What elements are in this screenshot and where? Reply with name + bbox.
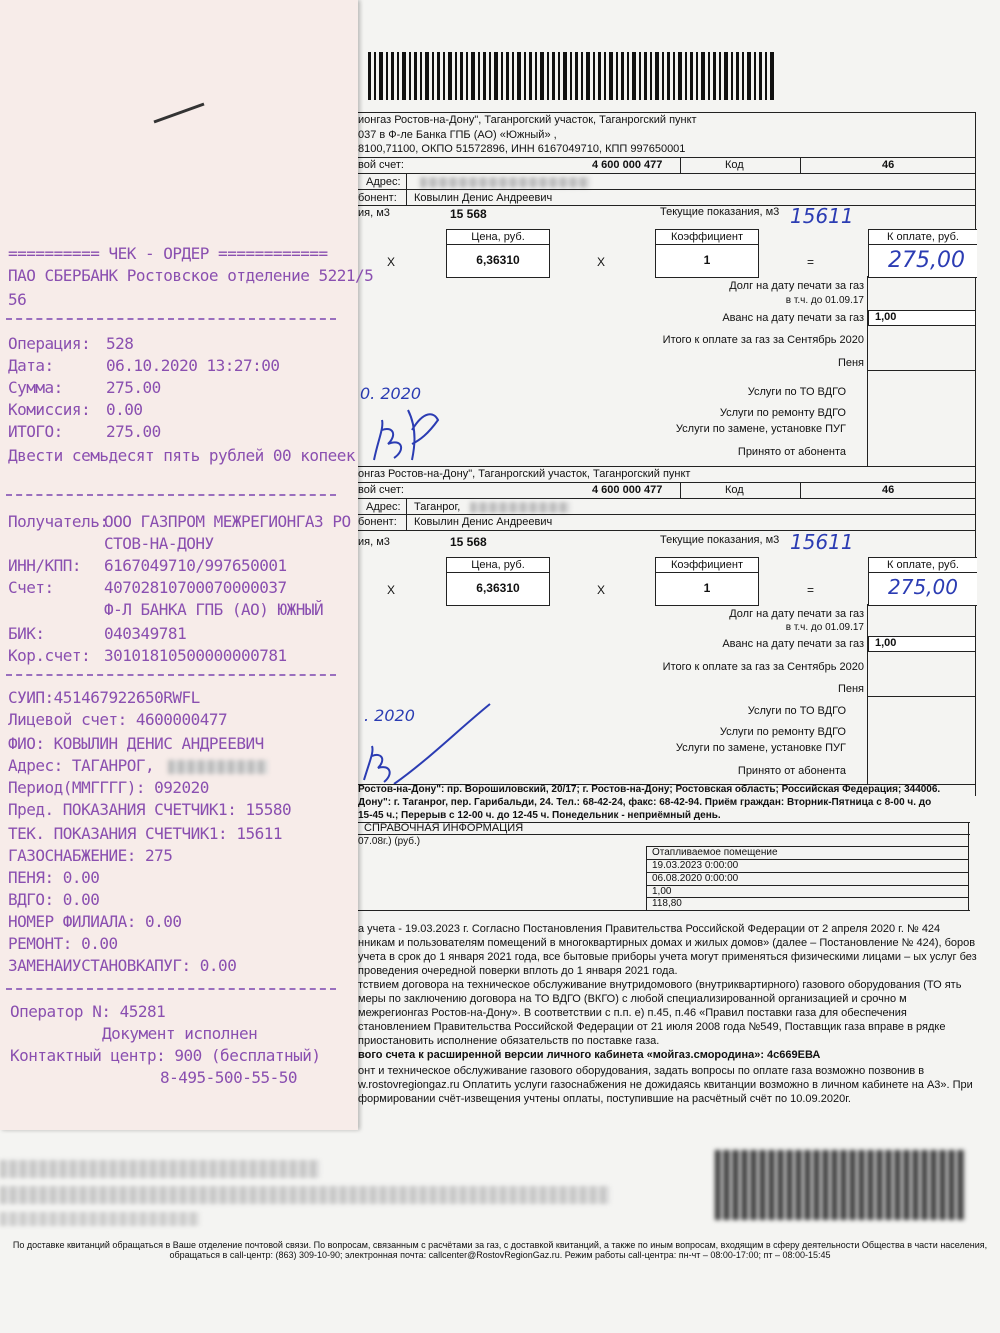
replacement: ЗАМЕНАИУСТАНОВКАПУГ: 0.00 bbox=[8, 956, 237, 975]
multiply-sign-2: X bbox=[597, 255, 606, 269]
svc-repair-2: Услуги по ремонту ВДГО bbox=[719, 726, 846, 738]
pay-handwritten: 275,00 bbox=[888, 248, 965, 273]
recipient-line-2: СТОВ-НА-ДОНУ bbox=[104, 534, 214, 553]
account-value-2: 4 600 000 477 bbox=[592, 484, 663, 496]
contact-center: Контактный центр: 900 (бесплатный) bbox=[10, 1046, 321, 1065]
operator: Оператор N: 45281 bbox=[10, 1002, 166, 1021]
info-paragraph-2: тствием договора на техническое обслуживание внутридомового (внутриквартирного) газового оборудования (ТО ять меры по заключению договора на ТО ВДГО (ВКГО) с любой специализированной организацией и срочно м межрегионгаз Ростов-на-Дону». В соответствии с п.п. е) п.45, п.46 «Правил поставки газа для обеспечения становлением Правительства Российской Федерации от 21 июля 2008 года №549, Поставщик газа вправе в рядке приостановить исполнение обязательств по поставке газа. bbox=[358, 979, 962, 1047]
fee-value: 0.00 bbox=[106, 400, 143, 419]
staple-icon bbox=[150, 100, 210, 126]
prev-reading-value-2: 15 568 bbox=[450, 535, 487, 549]
penalty-label-2: Пеня bbox=[837, 683, 864, 695]
accepted-label-2: Принято от абонента bbox=[737, 765, 846, 777]
blurred-barcode bbox=[715, 1150, 965, 1220]
ref-row-3: 1,00 bbox=[652, 886, 672, 897]
date-value: 06.10.2020 13:27:00 bbox=[106, 356, 280, 375]
svc-replace: Услуги по замене, установке ПУГ bbox=[675, 423, 846, 435]
penalty: ПЕНЯ: 0.00 bbox=[8, 868, 100, 887]
coef-box-2 bbox=[655, 557, 759, 606]
blurred-address-line-3 bbox=[0, 1212, 200, 1226]
recipient-line-1: ООО ГАЗПРОМ МЕЖРЕГИОНГАЗ РО bbox=[104, 512, 351, 531]
vdgo: ВДГО: 0.00 bbox=[8, 890, 100, 909]
amount-words: Двести семьдесят пять рублей 00 копеек bbox=[8, 446, 356, 465]
address-redacted-2 bbox=[470, 502, 570, 513]
debt-sub: в т.ч. до 01.09.17 bbox=[785, 295, 864, 306]
sum-label: Сумма: bbox=[8, 378, 63, 397]
inn-label: ИНН/КПП: bbox=[8, 556, 82, 575]
op-value: 528 bbox=[106, 334, 134, 353]
header2: онгаз Ростов-на-Дону", Таганрогский участок, Таганрогский пункт bbox=[358, 468, 691, 480]
code-value-2: 46 bbox=[882, 484, 895, 496]
code-label: Код bbox=[725, 159, 744, 171]
header-line3: 8100,71100, ОКПО 51572896, ИНН 6167049710, КПП 997650001 bbox=[358, 143, 686, 155]
divider bbox=[6, 674, 336, 676]
advance-value-2: 1,00 bbox=[868, 636, 976, 652]
subscriber-name: Ковылин Денис Андреевич bbox=[414, 192, 553, 204]
payer-name: ФИО: КОВЫЛИН ДЕНИС АНДРЕЕВИЧ bbox=[8, 734, 264, 753]
date-handwritten-2: . 2020 bbox=[364, 706, 415, 725]
receipt-bank-2: 56 bbox=[8, 290, 27, 309]
total-label-2: Итого к оплате за газ за Сентябрь 2020 bbox=[662, 661, 864, 673]
header-line2: 037 в Ф-ле Банка ГПБ (АО) «Южный» , bbox=[358, 129, 557, 141]
date-label: Дата: bbox=[8, 356, 54, 375]
receipt-bank: ПАО СБЕРБАНК Ростовское отделение 5221/5 bbox=[8, 266, 374, 285]
kor-label: Кор.счет: bbox=[8, 646, 91, 665]
ref-row-2: 06.08.2020 0:00:00 bbox=[652, 873, 739, 884]
blurred-address-line-1 bbox=[0, 1160, 320, 1178]
ref-title: СПРАВОЧНАЯ ИНФОРМАЦИЯ bbox=[364, 822, 524, 834]
current-reading-handwritten: 15611 bbox=[790, 204, 854, 228]
period: Период(ММГГГГ): 092020 bbox=[8, 778, 209, 797]
ref-row-1: 19.03.2023 0:00:00 bbox=[652, 860, 739, 871]
multiply-sign: X bbox=[387, 255, 396, 269]
subscriber-label-2: бонент: bbox=[358, 516, 397, 528]
divider bbox=[6, 494, 336, 496]
account-label: вой счет: bbox=[358, 159, 404, 171]
svc-repair: Услуги по ремонту ВДГО bbox=[719, 407, 846, 419]
signature-icon bbox=[368, 400, 448, 470]
ref-sub: 07.08г.) (руб.) bbox=[358, 836, 421, 847]
payer-address-redacted bbox=[168, 760, 268, 774]
code-label-2: Код bbox=[725, 484, 744, 496]
subscriber-label: бонент: bbox=[358, 192, 397, 204]
price-value-2: 6,36310 bbox=[476, 581, 520, 595]
gas-bill bbox=[358, 0, 1000, 1333]
price-label: Цена, руб. bbox=[447, 230, 549, 245]
pay-handwritten-2: 275,00 bbox=[888, 575, 958, 599]
advance-label-2: Аванс на дату печати за газ bbox=[722, 638, 864, 650]
recipient-label: Получатель: bbox=[8, 512, 109, 531]
blurred-address-line-2 bbox=[0, 1186, 610, 1204]
address-label-2: Адрес: bbox=[366, 501, 401, 513]
account-value: 40702810700070000037 bbox=[104, 578, 287, 597]
equals-sign: = bbox=[807, 255, 815, 269]
divider bbox=[6, 318, 336, 320]
receipt-title: ========== ЧЕК - ОРДЕР ============ bbox=[8, 244, 328, 263]
pay-label-2: К оплате, руб. bbox=[869, 558, 977, 573]
fee-label: Комиссия: bbox=[8, 400, 91, 419]
kor-value: 30101810500000000781 bbox=[104, 646, 287, 665]
accepted-label: Принято от абонента bbox=[737, 446, 846, 458]
bank-name: Ф-Л БАНКА ГПБ (АО) ЮЖНЫЙ bbox=[104, 600, 324, 619]
debt-sub-2: в т.ч. до 01.09.17 bbox=[785, 622, 864, 633]
debt-label-2: Долг на дату печати за газ bbox=[729, 608, 864, 620]
advance-label: Аванс на дату печати за газ bbox=[722, 312, 864, 324]
contact-line1: Ростов-на-Дону": пр. Ворошиловский, 20/17; г. Ростов-на-Дону; Ростовская область; Российская Федерация; 344006. bbox=[358, 784, 941, 795]
price-label-2: Цена, руб. bbox=[447, 558, 549, 573]
prev-reading-label: ия, м3 bbox=[358, 207, 390, 219]
divider bbox=[6, 988, 336, 990]
ref-heated-label: Отапливаемое помещение bbox=[652, 847, 778, 858]
prev-reading-label-2: ия, м3 bbox=[358, 536, 390, 548]
coef-value-2: 1 bbox=[703, 581, 711, 595]
gas-supply: ГАЗОСНАБЖЕНИЕ: 275 bbox=[8, 846, 173, 865]
debt-label: Долг на дату печати за газ bbox=[729, 280, 864, 292]
advance-value: 1,00 bbox=[868, 310, 976, 326]
price-value: 6,36310 bbox=[476, 253, 520, 267]
multiply-sign-4: X bbox=[597, 583, 606, 597]
op-label: Операция: bbox=[8, 334, 91, 353]
prev-reading: Пред. ПОКАЗАНИЯ СЧЕТЧИК1: 15580 bbox=[8, 800, 292, 819]
repair: РЕМОНТ: 0.00 bbox=[8, 934, 118, 953]
total-label: Итого к оплате за газ за Сентябрь 2020 bbox=[662, 334, 864, 346]
sum-value: 275.00 bbox=[106, 378, 161, 397]
barcode-icon bbox=[368, 52, 778, 100]
equals-sign-2: = bbox=[807, 583, 815, 597]
account-label-2: вой счет: bbox=[358, 484, 404, 496]
total-value: 275.00 bbox=[106, 422, 161, 441]
coef-label: Коэффициент bbox=[656, 230, 758, 245]
penalty-label: Пеня bbox=[837, 357, 864, 369]
svc-vdgo: Услуги по ТО ВДГО bbox=[747, 386, 846, 398]
document-done: Документ исполнен bbox=[102, 1024, 258, 1043]
svc-replace-2: Услуги по замене, установке ПУГ bbox=[675, 742, 846, 754]
coef-box bbox=[655, 229, 759, 278]
contact-line3: 15-45 ч.; Перерыв с 12-00 ч. до 12-45 ч. Понедельник - неприёмный день. bbox=[358, 810, 721, 821]
suip: СУИП:451467922650RWFL bbox=[8, 688, 200, 707]
subscriber-name-2: Ковылин Денис Андреевич bbox=[414, 516, 553, 528]
bik-label: БИК: bbox=[8, 624, 45, 643]
price-box bbox=[446, 229, 550, 278]
current-reading-label-2: Текущие показания, м3 bbox=[660, 534, 780, 546]
pay-label: К оплате, руб. bbox=[869, 230, 977, 245]
ref-row-4: 118,80 bbox=[652, 898, 682, 909]
cabinet-code: вого счета к расширенной версии личного кабинета «мойгаз.смородина»: 4с669ЕВА bbox=[358, 1049, 821, 1061]
coef-label-2: Коэффициент bbox=[656, 558, 758, 573]
contact-line2: Дону": г. Таганрог, пер. Гарибальди, 24. Тел.: 68-42-24, факс: 68-42-94. Приём граждан: Вторник-Пятница с 8-00 ч. до bbox=[358, 797, 932, 808]
prev-reading-value: 15 568 bbox=[450, 207, 487, 221]
personal-account: Лицевой счет: 4600000477 bbox=[8, 710, 228, 729]
current-reading: ТЕК. ПОКАЗАНИЯ СЧЕТЧИК1: 15611 bbox=[8, 824, 282, 843]
info-paragraph-1: а учета - 19.03.2023 г. Согласно Постановления Правительства Российской Федерации от 2 апреля 2020 г. № 424 нникам и пользователям помещений в многоквартирных домах и жилых домов» (далее – Постановление № 424), боров учета в срок до 1 января 2021 года, все бытовые приборы учета могут применяться физическими лицами – ых услуг без проведения очередной поверки вплоть до 1 января 2021 года. bbox=[358, 923, 977, 977]
date-handwritten: 0. 2020 bbox=[360, 384, 422, 403]
header-line1: ионгаз Ростов-на-Дону", Таганрогский участок, Таганрогский пункт bbox=[358, 114, 697, 126]
branch-number: НОМЕР ФИЛИАЛА: 0.00 bbox=[8, 912, 182, 931]
inn-value: 6167049710/997650001 bbox=[104, 556, 287, 575]
bik-value: 040349781 bbox=[104, 624, 187, 643]
total-label: ИТОГО: bbox=[8, 422, 63, 441]
contact-phone: 8-495-500-55-50 bbox=[160, 1068, 297, 1087]
current-reading-label: Текущие показания, м3 bbox=[660, 206, 780, 218]
address-label: Адрес: bbox=[366, 176, 401, 188]
footer-note: По доставке квитанций обращаться в Ваше отделение почтовой связи. По вопросам, связанным с расчётами за газ, с доставкой квитанций, а также по иным вопросам, входящим в сферу деятельности Общества в части населения, обращаться в call-центр: (863) 309-10-90; электронная почта: callcenter@RostovRegionGaz.ru. Режим работы call-центра: пн-чт – 08:00-17:00; пт – 08:00-15:45 bbox=[12, 1240, 988, 1260]
svc-vdgo-2: Услуги по ТО ВДГО bbox=[747, 705, 846, 717]
account-value: 4 600 000 477 bbox=[592, 159, 663, 171]
coef-value: 1 bbox=[703, 253, 711, 267]
current-reading-handwritten-2: 15611 bbox=[790, 530, 854, 554]
code-value: 46 bbox=[882, 159, 895, 171]
price-box-2 bbox=[446, 557, 550, 606]
account-label: Счет: bbox=[8, 578, 54, 597]
multiply-sign-3: X bbox=[387, 583, 396, 597]
payer-address: Адрес: ТАГАНРОГ, bbox=[8, 756, 155, 775]
info-paragraph-3: онт и техническое обслуживание газового оборудования, задать вопросы по оплате газа возможно позвонив в w.rostovregiongaz.ru Оплатить услуги газоснабжения не дожидаясь квитанции возможно в личном кабинете на А3». При формировании счёт-извещения учтены оплаты, поступившие на расчётный счёт по 10.09.2020г. bbox=[358, 1065, 973, 1105]
address-value-2: Таганрог, bbox=[414, 501, 461, 513]
signature-icon bbox=[358, 700, 498, 790]
address-redacted bbox=[420, 177, 590, 188]
